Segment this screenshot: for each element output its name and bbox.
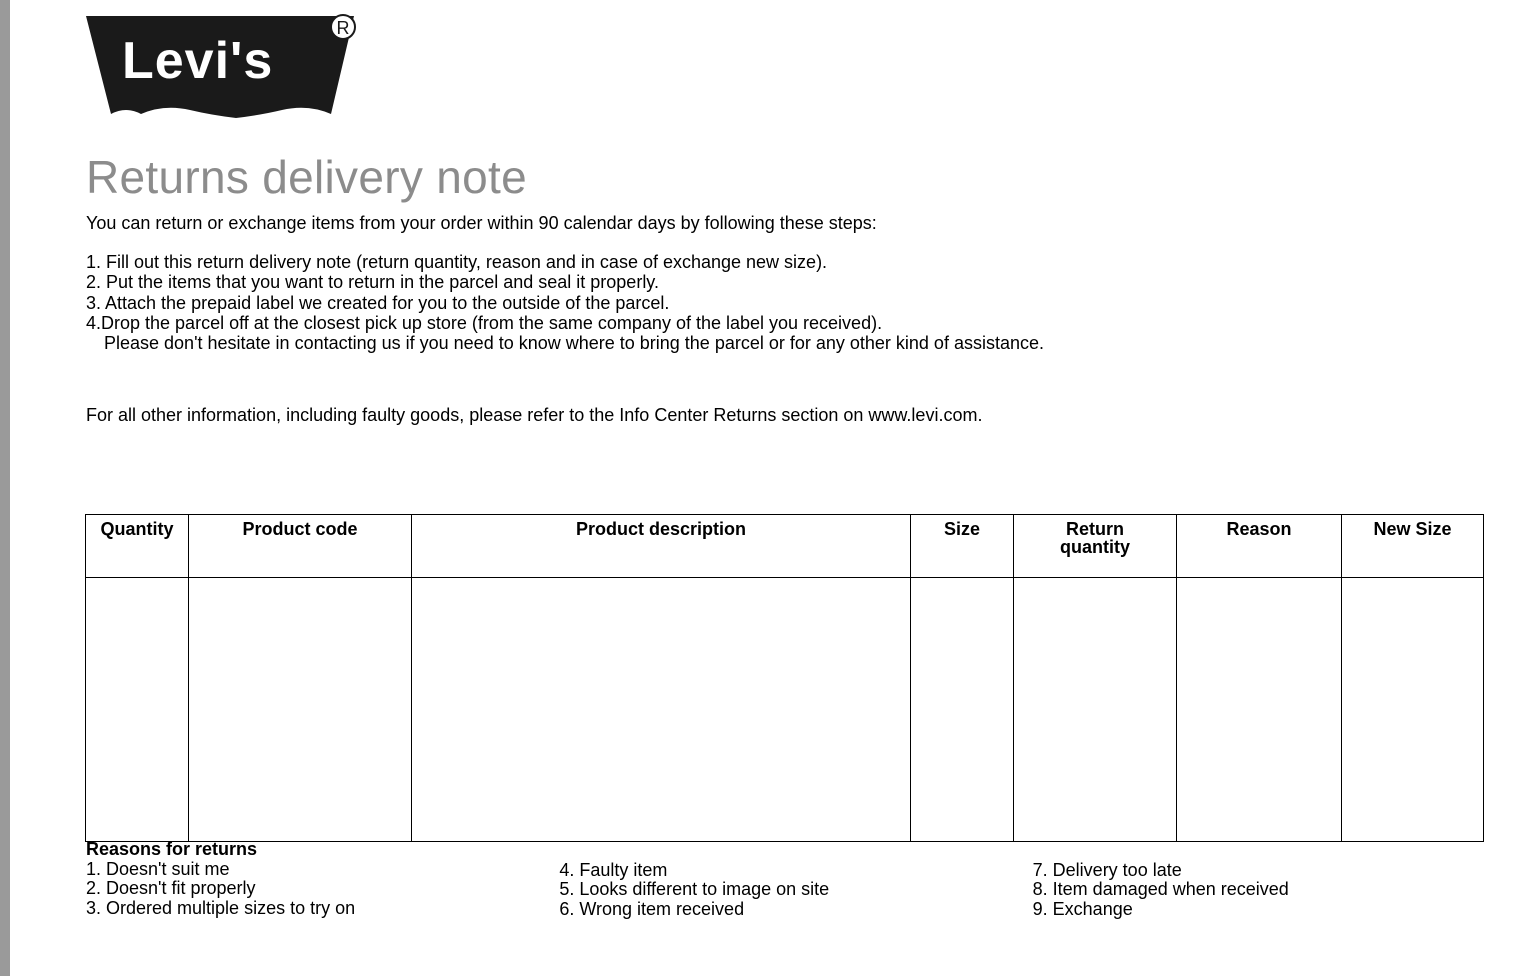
reasons-column [559,860,1032,920]
step-item: 1. Fill out this return delivery note (return quantity, reason and in case of exchange new size). [86,252,828,272]
return-steps-list [86,252,1044,353]
returns-table [85,514,1484,842]
reason-item: 4. Faulty item [559,859,668,880]
product-description-cell[interactable] [412,578,911,842]
reasons-columns [86,860,1506,920]
header-reason: Reason [1177,515,1342,578]
header-product-description: Product description [412,515,911,578]
step-item: 4.Drop the parcel off at the closest pick up store (from the same company of the label you received). [86,312,883,333]
header-return-quantity [1014,515,1177,578]
table-header-row [86,515,1484,578]
info-text: For all other information, including faulty goods, please refer to the Info Center Returns section on www.levi.com. [86,405,983,425]
reason-item: 7. Delivery too late [1032,859,1182,880]
step-item: 2. Put the items that you want to return in the parcel and seal it properly. [86,272,659,293]
page-title: Returns delivery note [86,151,527,203]
reason-item: 5. Looks different to image on site [559,879,830,899]
reason-cell[interactable] [1177,578,1342,842]
svg-text:Levi's: Levi's [122,32,274,90]
header-quantity: Quantity [86,515,189,578]
reason-item: 8. Item damaged when received [1032,879,1289,899]
header-return-quantity-line2: quantity [1060,537,1130,557]
step-continuation: Please don't hesitate in contacting us if you need to know where to bring the parcel or for any other kind of assistance. [104,333,1044,354]
quantity-cell[interactable] [86,578,189,842]
reason-item: 9. Exchange [1032,898,1133,919]
reason-item: 1. Doesn't suit me [86,858,230,879]
product-code-cell[interactable] [189,578,412,842]
reason-item: 2. Doesn't fit properly [86,878,256,898]
return-quantity-cell[interactable] [1014,578,1177,842]
reason-item: 3. Ordered multiple sizes to try on [86,897,356,918]
header-new-size: New Size [1342,515,1484,578]
levis-logo [86,14,386,120]
header-product-code: Product code [189,515,412,578]
reasons-title: Reasons for returns [86,839,258,859]
header-size: Size [911,515,1014,578]
header-return-quantity-line1: Return [1066,519,1124,539]
reason-item: 6. Wrong item received [559,898,745,919]
reasons-column [86,860,559,920]
reasons-column [1033,860,1506,920]
size-cell[interactable] [911,578,1014,842]
reasons-section [86,840,1506,919]
step-item: 3. Attach the prepaid label we created for you to the outside of the parcel. [86,292,670,313]
page-left-border [0,0,10,976]
table-row [86,578,1484,842]
intro-text: You can return or exchange items from your order within 90 calendar days by following these steps: [86,213,877,233]
svg-text:R: R [336,18,350,38]
new-size-cell[interactable] [1342,578,1484,842]
